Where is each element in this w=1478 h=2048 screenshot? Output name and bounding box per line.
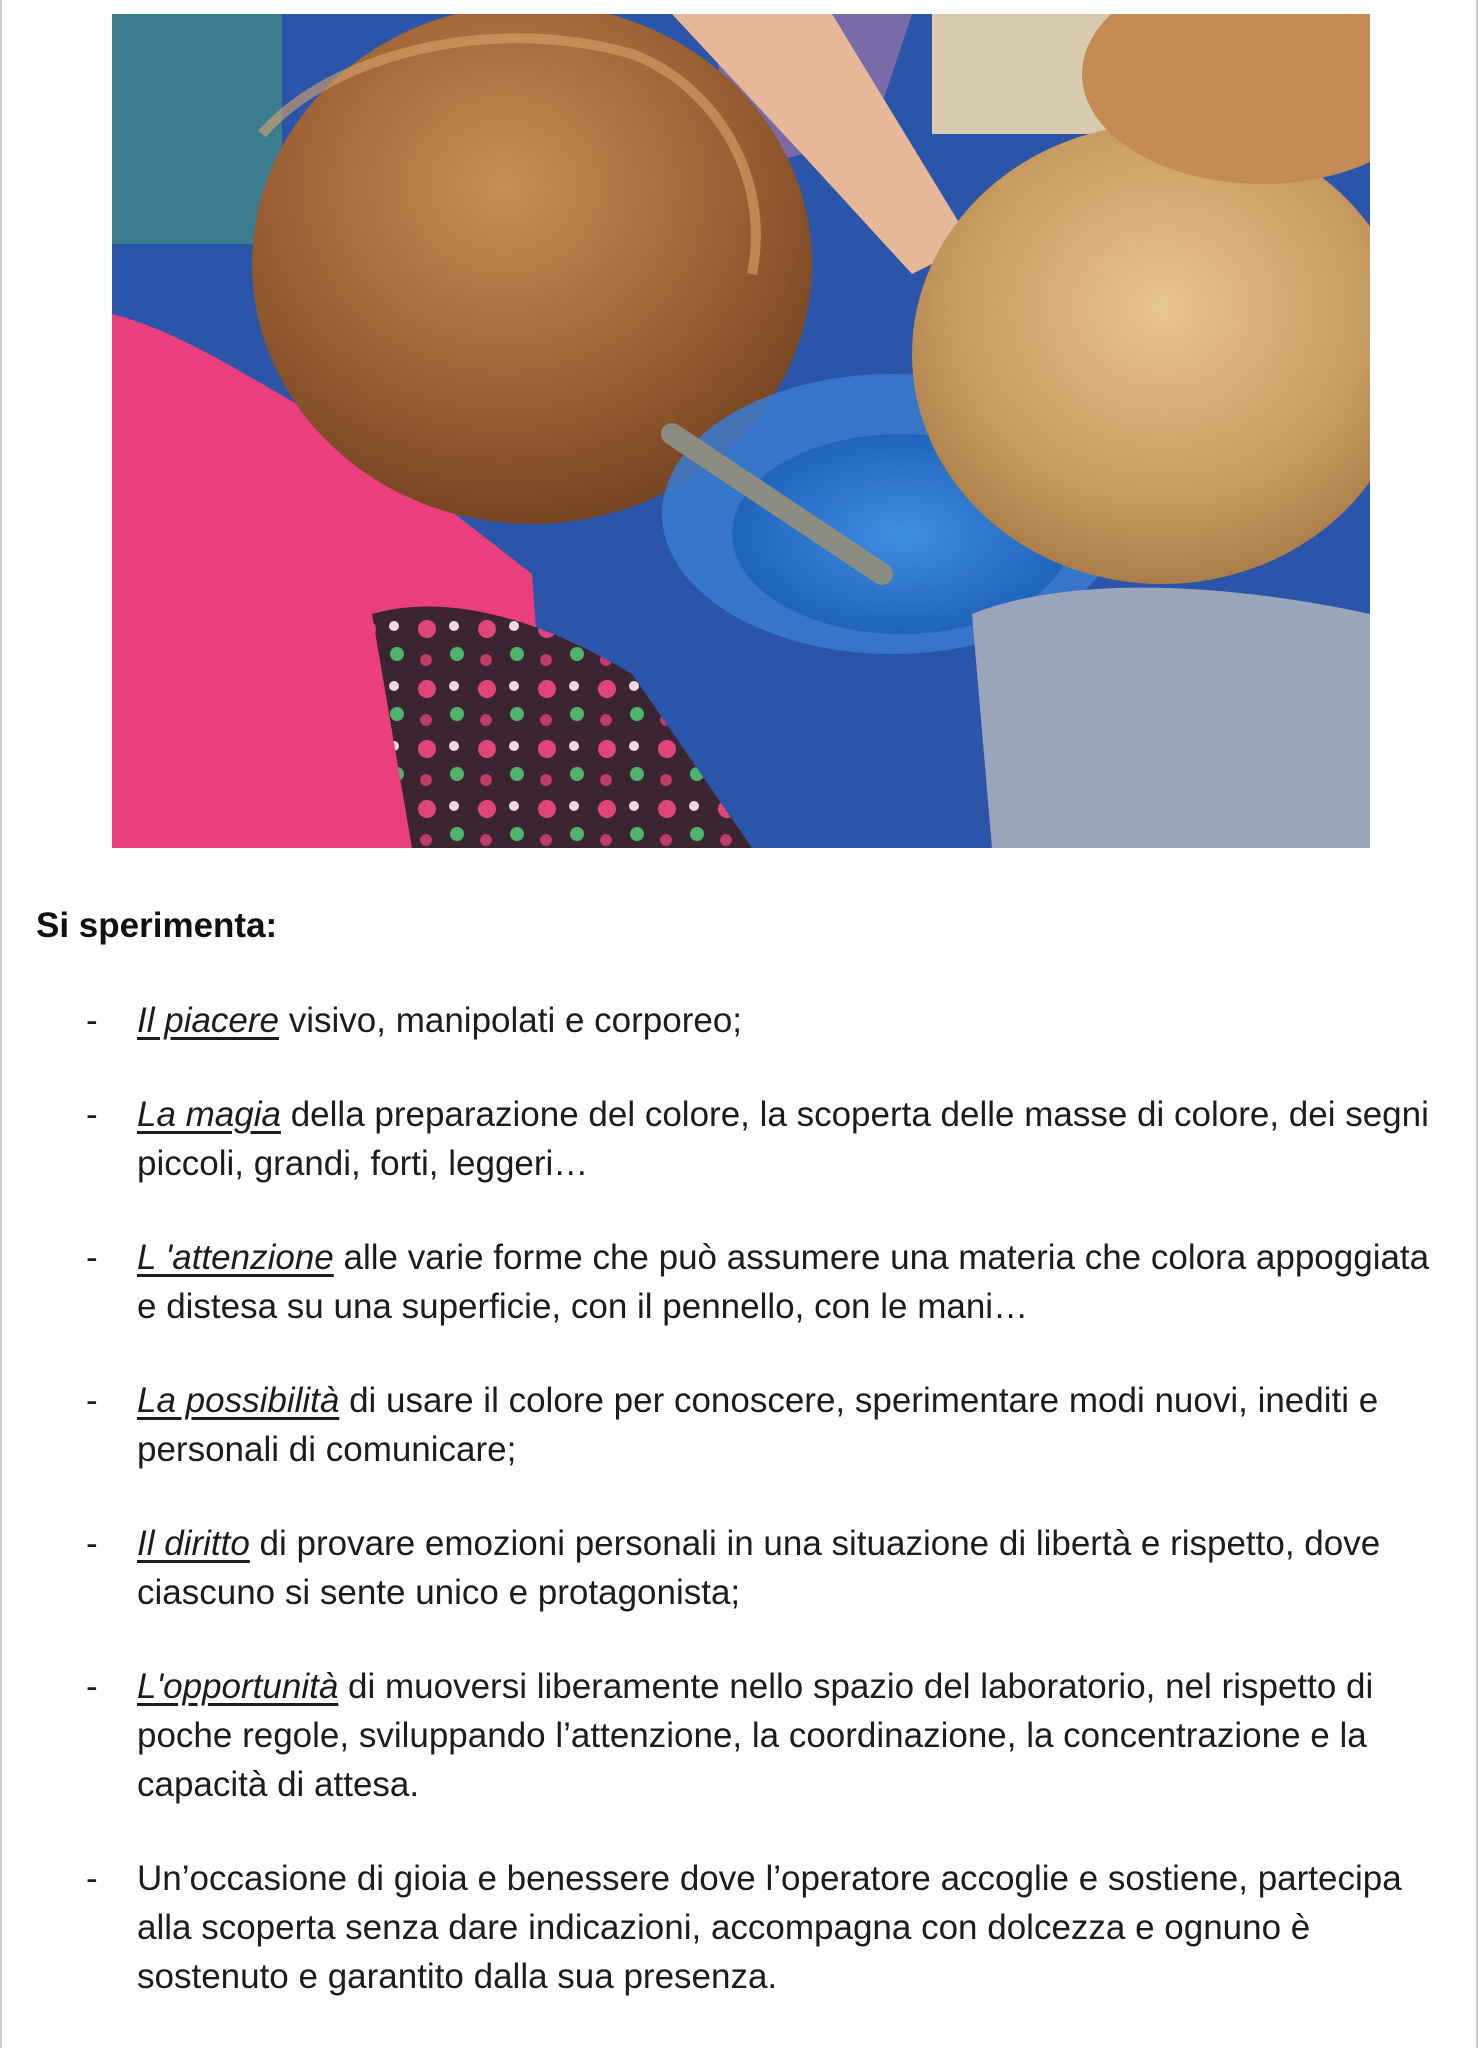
list-item-keyword: L'opportunità — [137, 1667, 339, 1706]
list-item-text: di provare emozioni personali in una situazione di libertà e rispetto, dove ciascuno si sente unico e protagonista; — [137, 1524, 1381, 1612]
list-item-text: visivo, manipolati e corporeo; — [279, 1001, 743, 1040]
list-bullet: - — [86, 1667, 98, 1706]
children-playing-with-blue-pigment-photo — [112, 14, 1370, 848]
list-item-text: Un’occasione di gioia e benessere dove l’operatore accoglie e sostiene, partecipa alla scoperta senza dare indicazioni, accompagna con dolcezza e ognuno è sostenuto e garantito dalla sua presenza. — [137, 1859, 1402, 1996]
list-item — [0, 1519, 1478, 1617]
list-item-text: di muoversi liberamente nello spazio del laboratorio, nel rispetto di poche regole, sviluppando l’attenzione, la coordinazione, la concentrazione e la capacità di attesa. — [137, 1667, 1374, 1804]
list-item-text: di usare il colore per conoscere, sperimentare modi nuovi, inediti e personali di comunicare; — [137, 1381, 1379, 1469]
list-bullet: - — [86, 1381, 98, 1420]
list-item — [0, 1662, 1478, 1809]
list-bullet: - — [86, 1095, 98, 1134]
list-item-keyword: La magia — [137, 1095, 281, 1134]
experience-list — [0, 996, 1478, 2046]
children-photo — [112, 14, 1370, 848]
list-bullet: - — [86, 1524, 98, 1563]
list-item-keyword: L 'attenzione — [137, 1238, 334, 1277]
list-item-keyword: La possibilità — [137, 1381, 340, 1420]
list-item — [0, 996, 1478, 1045]
list-item — [0, 1376, 1478, 1474]
section-heading: Si sperimenta: — [36, 906, 278, 945]
list-item-keyword: Il piacere — [137, 1001, 280, 1040]
list-item — [0, 1233, 1478, 1331]
list-item — [0, 1854, 1478, 2001]
list-bullet: - — [86, 1238, 98, 1277]
list-item-keyword: Il diritto — [137, 1524, 250, 1563]
list-bullet: - — [86, 1859, 98, 1898]
list-item-text: alle varie forme che può assumere una materia che colora appoggiata e distesa su una superficie, con il pennello, con le mani… — [137, 1238, 1430, 1326]
list-item-text: della preparazione del colore, la scoperta delle masse di colore, dei segni piccoli, grandi, forti, leggeri… — [137, 1095, 1429, 1183]
list-item — [0, 1090, 1478, 1188]
list-bullet: - — [86, 1001, 98, 1040]
